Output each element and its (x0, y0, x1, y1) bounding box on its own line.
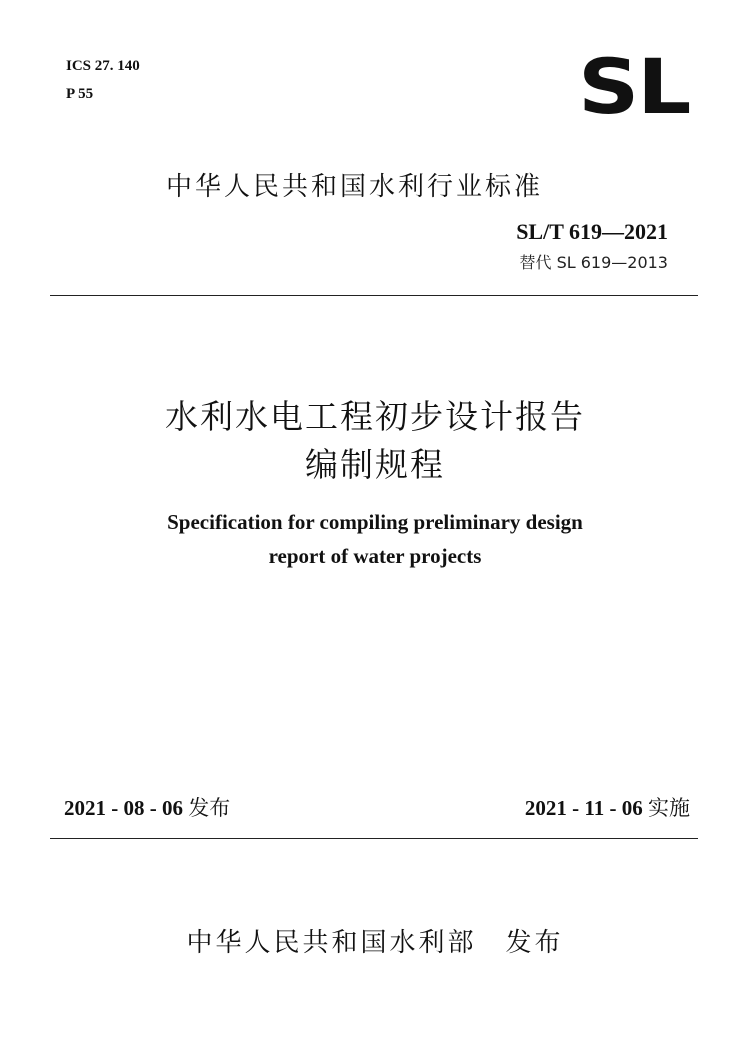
issuer: 中华人民共和国水利部 发布 (186, 928, 564, 958)
ics-code: ICS 27. 140 (66, 58, 140, 74)
top-divider (50, 295, 698, 296)
ccs-code: P 55 (66, 86, 94, 102)
implement-date-value: 2021 - 11 - 06 (524, 796, 643, 820)
title-en-line2: report of water projects (268, 544, 482, 568)
standard-code: SL/T 619—2021 (516, 219, 668, 244)
implement-label: 实施 (648, 796, 690, 820)
title-cn-line2: 编制规程 (305, 445, 445, 484)
publish-label: 发布 (188, 796, 231, 820)
publish-date-value: 2021 - 08 - 06 (64, 796, 183, 820)
sl-logo: SL (578, 42, 690, 131)
replaces-standard: 替代 SL 619—2013 (519, 253, 668, 272)
bottom-divider (50, 838, 698, 839)
implement-date (525, 794, 690, 822)
title-en-line1: Specification for compiling preliminary design (167, 510, 583, 534)
industry-standard-title: 中华人民共和国水利行业标准 (166, 172, 544, 202)
title-cn-line1: 水利水电工程初步设计报告 (165, 397, 585, 436)
publish-date (64, 794, 230, 822)
